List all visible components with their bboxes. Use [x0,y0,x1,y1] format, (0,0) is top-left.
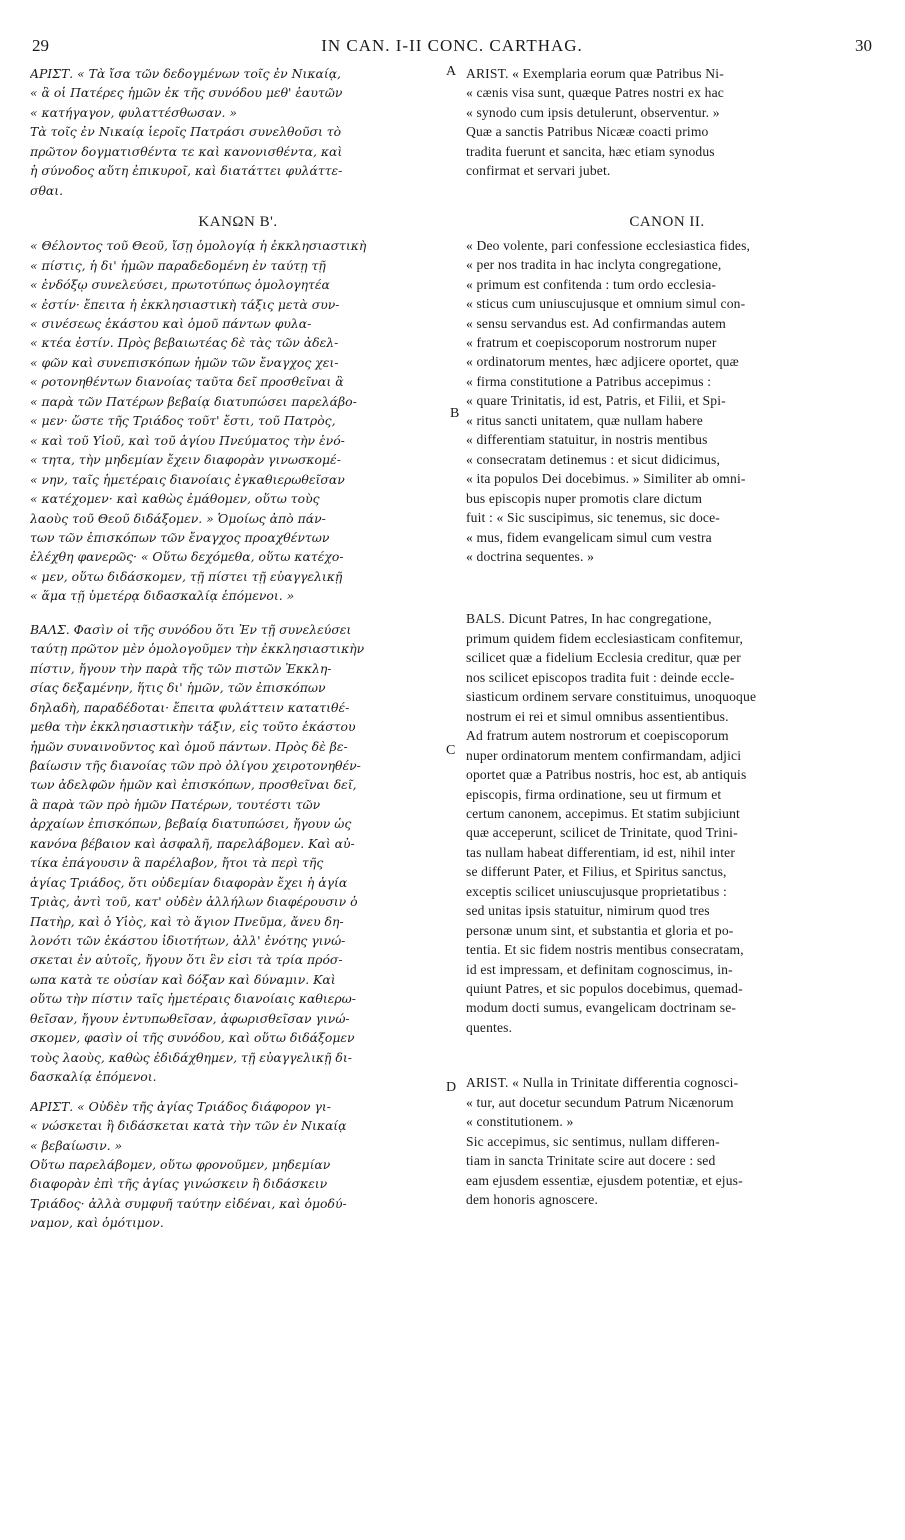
text-line: confirmat et servari jubet. [466,163,611,179]
text-line: « ροτονηθέντων διανοίας ταῦτα δεῖ προσθεῖναι ἃ [30,374,344,390]
text-line: ναμον, καὶ ὁμότιμον. [30,1215,164,1231]
text-line: πίστιν, ἤγουν τὴν παρὰ τῆς τῶν πιστῶν Ἐκκλη- [30,660,332,676]
text-line: bus episcopis nuper promotis clare dictum [466,490,703,506]
text-line: ΑΡΙΣΤ. « Οὐδὲν τῆς ἁγίας Τριάδος διάφορον γι- [30,1098,331,1114]
latin-aristenus-1 [466,64,868,181]
text-line: « παρὰ τῶν Πατέρων βεβαίᾳ διατυπώσει παρελάβο- [30,393,357,409]
text-line: ἁγίας Τριάδος, ὅτι οὐδεμίαν διαφορὰν ἔχει ἡ ἁγία [30,874,348,890]
text-line: τοὺς λαοὺς, καθὼς ἐδιδάχθημεν, τῇ εὐαγγελικῇ δι- [30,1049,352,1065]
text-line: scilicet quæ a fidelium Ecclesia creditur, quæ per [466,650,741,666]
greek-column [30,64,446,1233]
text-line: ARIST. « Exemplaria eorum quæ Patribus Ni- [466,66,724,81]
text-line: nos scilicet episcopos tradita fuit : deinde eccle- [466,669,735,685]
text-line: « νην, ταῖς ἡμετέραις διανοίαις ἐγκαθιερωθεῖσαν [30,471,345,487]
text-line: Τριὰς, ἀντὶ τοῦ, κατ' οὐδὲν ἀλλήλων διαφέρουσιν ὁ [30,894,358,910]
text-line: certum canonem, accepimus. Et statim subjiciunt [466,805,740,821]
text-line: dem honoris agnoscere. [466,1192,599,1208]
text-line: oportet quæ a Patribus nostris, hoc est, ab antiquis [466,767,747,783]
text-line: λονότι τῶν ἑκάστου ἰδιοτήτων, ἀλλ' ἑνότης γινώ- [30,933,346,949]
text-line: tiam in sancta Trinitate scire aut docere : sed [466,1153,716,1169]
text-line: quæ acceperunt, scilicet de Trinitate, quod Trini- [466,825,738,841]
text-line: ΒΑΛΣ. Φασὶν οἱ τῆς συνόδου ὅτι Ἐν τῇ συνελεύσει [30,621,352,637]
text-line: « ἃ οἱ Πατέρες ἡμῶν ἐκ τῆς συνόδου μεθ' ἑαυτῶν [30,85,343,101]
text-line: ωπα κατὰ τε οὐσίαν καὶ δόξαν καὶ δύναμιν. Καὶ [30,971,336,987]
greek-aristenus-1 [30,64,446,200]
text-line: « per nos tradita in hac inclyta congregatione, [466,257,722,273]
text-line: « ἐνδόξῳ συνελεύσει, πρωτοτύπως ὁμολογητέα [30,277,330,293]
text-line: Τὰ τοῖς ἐν Νικαίᾳ ἱεροῖς Πατράσι συνελθοῦσι τὸ [30,124,342,140]
text-line: δηλαδὴ, παραδέδοται· ἔπειτα φυλάττειν κατατιθέ- [30,699,350,715]
text-line: Πατὴρ, καὶ ὁ Υἱὸς, καὶ τὸ ἅγιον Πνεῦμα, ἄνευ δη- [30,913,344,929]
margin-letter-c: C [446,743,456,758]
text-line: δασκαλίᾳ ἑπόμενοι. [30,1069,157,1085]
text-line: « fratrum et coepiscoporum nostrorum nuper [466,334,717,350]
text-line: « tur, aut docetur secundum Patrum Nicænorum [466,1094,734,1110]
text-line: « firma constitutione a Patribus accepimus : [466,373,712,389]
margin-letter-d: D [446,1080,457,1095]
text-line: σίας δεξαμένην, ἥτις δι' ἡμῶν, τῶν ἐπισκόπων [30,680,326,696]
page-number-left: 29 [32,36,49,55]
text-line: « βεβαίωσιν. » [30,1137,123,1153]
greek-aristenus-2 [30,1097,446,1233]
text-line: Sic accepimus, sic sentimus, nullam differen- [466,1133,720,1149]
text-line: « ἐστίν· ἔπειτα ἡ ἐκκλησιαστικὴ τάξις μετὰ συν- [30,296,340,312]
greek-canon-text [30,236,446,606]
text-line: « doctrina sequentes. » [466,548,595,564]
text-line: BALS. Dicunt Patres, In hac congregatione, [466,611,712,627]
latin-balsamon-commentary [466,609,868,1037]
text-line: « Θέλοντος τοῦ Θεοῦ, ἴσῃ ὁμολογίᾳ ἡ ἐκκλησιαστικὴ [30,238,367,254]
text-line: λαοὺς τοῦ Θεοῦ διδάξομεν. » Ὁμοίως ἀπὸ πάν- [30,510,326,526]
text-line: quentes. [466,1019,513,1035]
text-line: θεῖσαν, ἤγουν ἐντυπωθεῖσαν, ἀφωρισθεῖσαν γινώ- [30,1010,350,1026]
latin-aristenus-2 [466,1073,868,1209]
text-line: id est impressam, et definitam cognoscimus, in- [466,961,733,977]
text-line: « synodo cum ipsis detulerunt, observentur. » [466,104,720,120]
text-line: nostrum ei rei et simul omnibus assentientibus. [466,708,729,724]
text-line: των τῶν ἐπισκόπων τῶν ἔναγχος προαχθέντων [30,529,330,545]
text-line: fuit : « Sic suscipimus, sic tenemus, sic doce- [466,510,720,526]
margin-letter-b: B [450,406,460,421]
text-line: Οὕτω παρελάβομεν, οὕτω φρονοῦμεν, μηδεμίαν [30,1157,331,1173]
text-line: « quare Trinitatis, id est, Patris, et Filii, et Spi- [466,393,726,409]
text-line: ἀρχαίων ἐπισκόπων, βεβαίᾳ διατυπώσει, ἤγουν ὡς [30,816,352,832]
text-line: « sticus cum uniuscujusque et omnium simul con- [466,296,746,312]
text-line: κανόνα βέβαιον καὶ ἀσφαλῆ, παρελάβομεν. Καὶ αὐ- [30,835,355,851]
text-line: « ordinatorum mentes, hæc adjicere oportet, quæ [466,354,739,370]
text-line: « ritus sancti unitatem, quæ nullam habere [466,412,703,428]
text-line: « primum est confitenda : tum ordo ecclesia- [466,276,717,292]
text-line: « καὶ τοῦ Υἱοῦ, καὶ τοῦ ἁγίου Πνεύματος τὴν ἑνό- [30,432,345,448]
text-line: ἐλέχθη φανερῶς· « Οὕτω δεχόμεθα, οὕτω κατέχο- [30,549,344,565]
text-line: « μεν· ὥστε τῆς Τριάδος τοῦτ' ἔστι, τοῦ Πατρὸς, [30,413,336,429]
latin-column [466,64,868,1210]
margin-letter-a: A [446,64,457,79]
running-header [32,36,872,60]
text-line: episcopis, firma ordinatione, seu ut firmum et [466,786,722,802]
text-line: σκεται ἐν αὐτοῖς, ἤγουν ὅτι ἓν εἰσι τὰ τρία πρόσ- [30,952,343,968]
text-line: « ita populos Dei docebimus. » Similiter ab omni- [466,471,746,487]
text-line: ἃ παρὰ τῶν πρὸ ἡμῶν Πατέρων, τουτέστι τῶν [30,796,321,812]
text-line: των ἀδελφῶν ἡμῶν καὶ ἐπισκόπων, προσθεῖναι δεῖ, [30,777,357,793]
latin-canon-title: CANON II. [629,213,705,230]
text-line: « differentiam statuitur, in nostris mentibus [466,432,708,448]
text-line: « σινέσεως ἑκάστου καὶ ὁμοῦ πάντων φυλα- [30,315,312,331]
text-line: Ad fratrum autem nostrorum et coepiscoporum [466,728,729,744]
text-line: « Deo volente, pari confessione ecclesiastica fides, [466,237,751,253]
text-line: personæ unum sint, et substantia et gloria et po- [466,922,734,938]
text-line: « constitutionem. » [466,1114,574,1130]
text-line: Quæ a sanctis Patribus Nicææ coacti primo [466,124,709,140]
text-line: tas nullam habeat differentiam, id est, nihil inter [466,844,736,860]
page-number-right: 30 [855,36,872,55]
text-line: « κτέα ἐστίν. Πρὸς βεβαιωτέας δὲ τὰς τῶν ἀδελ- [30,335,339,351]
text-line: ἡ σύνοδος αὕτη ἐπικυροῖ, καὶ διατάττει φυλάττε- [30,163,343,179]
running-title: IN CAN. I-II CONC. CARTHAG. [321,36,583,55]
text-line: quiunt Patres, et sic populos docebimus, quemad- [466,981,743,997]
text-line: « κατήγαγον, φυλαττέσθωσαν. » [30,104,237,120]
text-line: tentia. Et sic fidem nostris mentibus consecratam, [466,942,744,958]
text-line: Τριάδος· ἀλλὰ συμφυῆ ταύτην εἰδέναι, καὶ ὁμοδύ- [30,1195,347,1211]
text-line: exceptis scilicet uniuscujusque proprietatibus : [466,883,727,899]
text-line: modum docti sumus, evangelicam doctrinam se- [466,1000,737,1016]
text-line: primum quidem fidem ecclesiasticam confitemur, [466,630,744,646]
text-line: διαφορὰν ἐπὶ τῆς ἁγίας γινώσκειν ἢ διδάσκειν [30,1176,328,1192]
text-line: ταύτῃ πρῶτον μὲν ὁμολογοῦμεν τὴν ἐκκλησιαστικὴν [30,641,365,657]
greek-canon-title: ΚΑΝΩΝ Β'. [198,214,278,231]
greek-balsamon-commentary [30,620,446,1087]
text-line: se differunt Pater, et Filius, et Spiritus sanctus, [466,864,727,880]
text-line: « mus, fidem evangelicam simul cum vestra [466,529,712,545]
text-line: « ἅμα τῇ ὑμετέρᾳ διδασκαλίᾳ ἑπόμενοι. » [30,588,295,604]
text-line: eam ejusdem essentiæ, ejusdem potentiæ, et ejus- [466,1172,743,1188]
text-line: siasticum ordinem servare constituimus, unoquoque [466,689,757,705]
text-line: ἡμῶν συναινοῦντος καὶ ὁμοῦ πάντων. Πρὸς δὲ βε- [30,738,348,754]
text-line: « κατέχομεν· καὶ καθὼς ἐμάθομεν, οὕτω τοὺς [30,491,320,507]
text-line: « πίστις, ἡ δι' ἡμῶν παραδεδομένη ἐν ταύτῃ τῇ [30,257,326,273]
text-line: sed unitas ipsis statuitur, nimirum quod tres [466,903,710,919]
text-line: μεθα τὴν ἐκκλησιαστικὴν τάξιν, εἰς τοῦτο ἑκάστου [30,719,356,735]
text-line: ΑΡΙΣΤ. « Τὰ ἴσα τῶν δεδογμένων τοῖς ἐν Νικαίᾳ, [30,66,341,81]
text-line: βαίωσιν τῆς διανοίας τῶν πρὸ ὀλίγου χειροτονηθέν- [30,757,361,773]
text-line: tradita fuerunt et sancita, hæc etiam synodus [466,143,715,159]
text-line: « consecratam detinemus : et sicut didicimus, [466,451,721,467]
text-line: « cænis visa sunt, quæque Patres nostri ex hac [466,85,724,101]
text-line: οὕτω τὴν πίστιν ταῖς ἡμετέραις διανοίαις καθιερω- [30,991,356,1007]
text-line: « μεν, οὕτω διδάσκομεν, τῇ πίστει τῇ εὐαγγελικῇ [30,568,343,584]
text-line: σκομεν, φασὶν οἱ τῆς συνόδου, καὶ οὕτω διδάξομεν [30,1030,355,1046]
text-line: « sensu servandus est. Ad confirmandas autem [466,315,726,331]
text-line: τίκα ἐπάγουσιν ἃ παρέλαβον, ἤτοι τὰ περὶ τῆς [30,855,324,871]
text-line: σθαι. [30,182,64,198]
text-line: πρῶτον δογματισθέντα τε καὶ κανονισθέντα, καὶ [30,143,343,159]
latin-canon-text [466,236,868,567]
text-line: « νώσκεται ἢ διδάσκεται κατὰ τὴν τῶν ἐν Νικαίᾳ [30,1118,347,1134]
text-line: ARIST. « Nulla in Trinitate differentia cognosci- [466,1075,739,1091]
text-line: nuper ordinatorum mentem confirmandam, adjici [466,747,742,763]
text-line: « τητα, τὴν μηδεμίαν ἔχειν διαφορὰν γινωσκομέ- [30,452,341,468]
text-line: « φῶν καὶ συνεπισκόπων ἡμῶν τῶν ἔναγχος χει- [30,354,339,370]
